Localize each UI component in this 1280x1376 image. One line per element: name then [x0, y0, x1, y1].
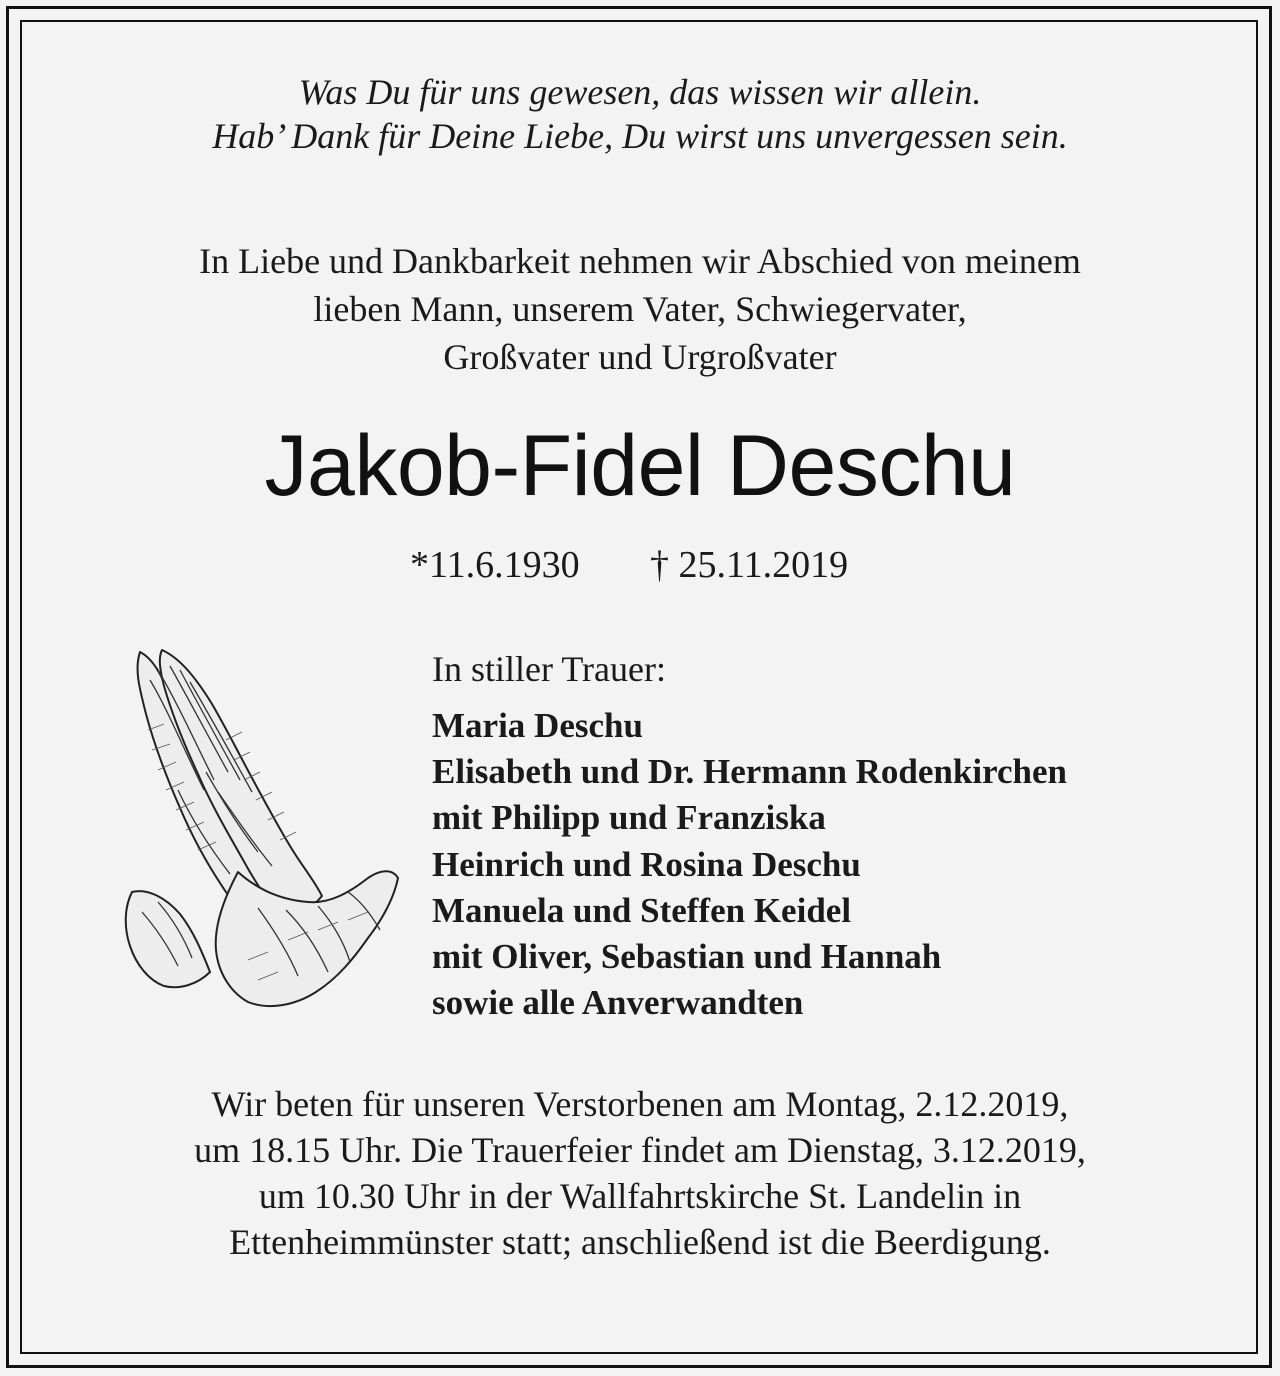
list-item: Heinrich und Rosina Deschu [432, 844, 861, 884]
mourning-label: In stiller Trauer: [432, 649, 666, 689]
closing-line-4: Ettenheimmünster statt; anschließend ist die Beerdigung. [229, 1222, 1051, 1262]
list-item: Manuela und Steffen Keidel [432, 890, 852, 930]
intro-line-3: Großvater und Urgroßvater [443, 337, 837, 377]
list-item: Elisabeth und Dr. Hermann Rodenkirchen [432, 752, 1067, 792]
deceased-name: Jakob-Fidel Deschu [264, 418, 1016, 514]
intro-line-2: lieben Mann, unserem Vater, Schwiegervater, [313, 289, 967, 329]
mourners-list [432, 703, 1067, 1026]
list-item: Maria Deschu [432, 706, 643, 745]
list-item: mit Philipp und Franziska [432, 798, 826, 838]
intro-line-1: In Liebe und Dankbarkeit nehmen wir Abschied von meinem [199, 241, 1081, 281]
motto-line-1: Was Du für uns gewesen, das wissen wir allein. [298, 72, 982, 112]
death-date: † 25.11.2019 [650, 544, 849, 586]
praying-hands-icon [118, 640, 403, 1015]
list-item: mit Oliver, Sebastian und Hannah [432, 937, 942, 977]
birth-date: *11.6.1930 [410, 544, 580, 586]
closing-line-2: um 18.15 Uhr. Die Trauerfeier findet am Dienstag, 3.12.2019, [194, 1130, 1086, 1170]
motto-line-2: Hab’ Dank für Deine Liebe, Du wirst uns unvergessen sein. [212, 116, 1068, 156]
list-item: sowie alle Anverwandten [432, 983, 804, 1023]
closing-line-1: Wir beten für unseren Verstorbenen am Montag, 2.12.2019, [211, 1084, 1069, 1124]
closing-line-3: um 10.30 Uhr in der Wallfahrtskirche St. Landelin in [258, 1176, 1022, 1216]
